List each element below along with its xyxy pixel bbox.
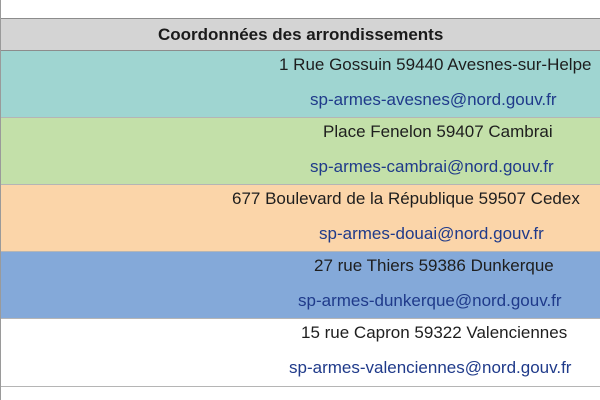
email-cell[interactable]: sp-armes-cambrai@nord.gouv.fr [310,157,554,176]
table-header [1,18,600,51]
email-cell[interactable]: sp-armes-dunkerque@nord.gouv.fr [298,291,562,310]
email-cell[interactable]: sp-armes-valenciennes@nord.gouv.fr [289,358,572,377]
table-row-douai [1,185,600,252]
table-header-title: Coordonnées des arrondissements [158,25,444,44]
address-cell: 677 Boulevard de la République 59507 Cedex [232,189,580,208]
email-cell[interactable]: sp-armes-douai@nord.gouv.fr [319,224,544,243]
email-cell[interactable]: sp-armes-avesnes@nord.gouv.fr [310,90,557,109]
table-row-avesnes [1,51,600,118]
address-cell: Place Fenelon 59407 Cambrai [323,122,553,141]
table-row-dunkerque [1,252,600,319]
address-cell: 1 Rue Gossuin 59440 Avesnes-sur-Helpe [279,55,592,74]
address-cell: 15 rue Capron 59322 Valenciennes [301,323,568,342]
table-row-valenciennes [1,319,600,387]
table-row-cambrai [1,118,600,185]
address-cell: 27 rue Thiers 59386 Dunkerque [314,256,554,275]
